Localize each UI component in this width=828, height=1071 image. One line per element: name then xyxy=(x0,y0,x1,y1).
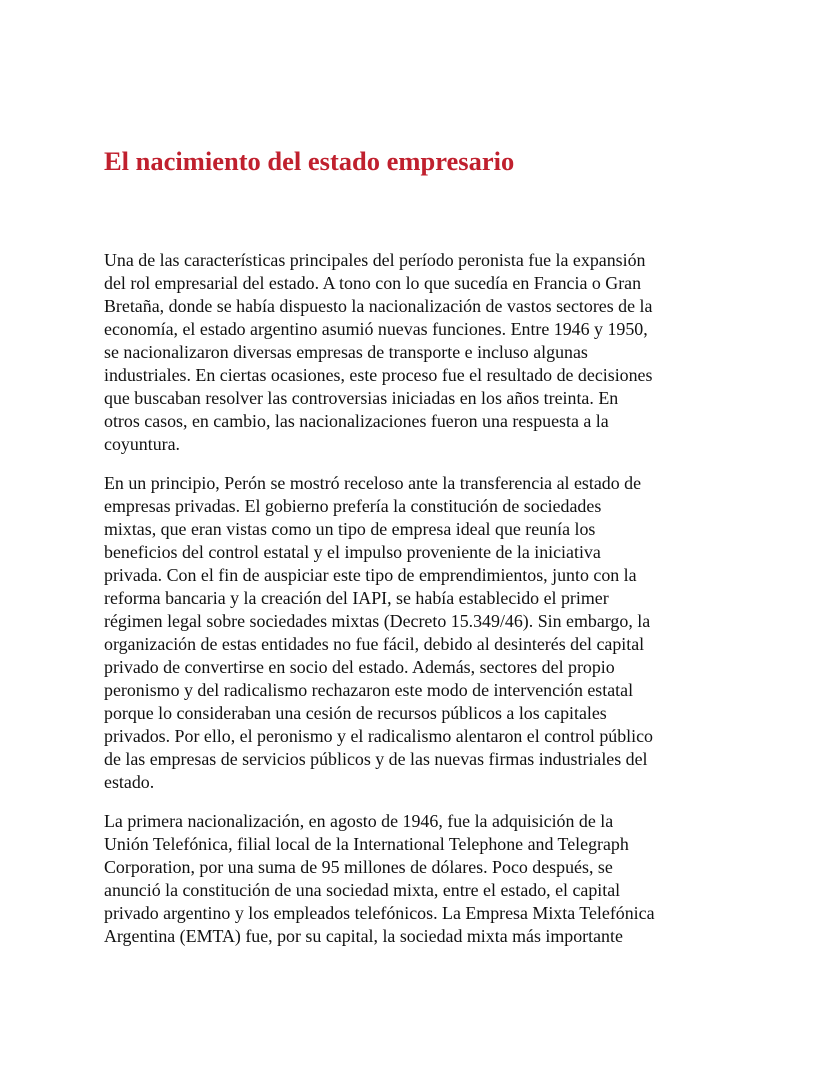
text-line: privado argentino y los empleados telefónicos. La Empresa Mixta Telefónica xyxy=(104,903,655,923)
text-line: anunció la constitución de una sociedad mixta, entre el estado, el capital xyxy=(104,880,621,900)
paragraph-2 xyxy=(104,472,728,794)
text-line: privado de convertirse en socio del estado. Además, sectores del propio xyxy=(104,657,615,677)
text-line: Bretaña, donde se había dispuesto la nacionalización de vastos sectores de la xyxy=(104,296,653,316)
text-line: Una de las características principales del período peronista fue la expansión xyxy=(104,250,646,270)
text-line: régimen legal sobre sociedades mixtas (Decreto 15.349/46). Sin embargo, la xyxy=(104,611,651,631)
text-line: porque lo consideraban una cesión de recursos públicos a los capitales xyxy=(104,703,607,723)
text-line: industriales. En ciertas ocasiones, este proceso fue el resultado de decisiones xyxy=(104,365,653,385)
text-line: En un principio, Perón se mostró receloso ante la transferencia al estado de xyxy=(104,473,642,493)
text-line: economía, el estado argentino asumió nuevas funciones. Entre 1946 y 1950, xyxy=(104,319,648,339)
text-line: se nacionalizaron diversas empresas de transporte e incluso algunas xyxy=(104,342,588,362)
text-line: peronismo y del radicalismo rechazaron este modo de intervención estatal xyxy=(104,680,634,700)
text-line: organización de estas entidades no fue fácil, debido al desinterés del capital xyxy=(104,634,645,654)
text-line: que buscaban resolver las controversias iniciadas en los años treinta. En xyxy=(104,388,619,408)
text-line: beneficios del control estatal y el impulso proveniente de la iniciativa xyxy=(104,542,601,562)
text-line: privada. Con el fin de auspiciar este tipo de emprendimientos, junto con la xyxy=(104,565,637,585)
text-line: reforma bancaria y la creación del IAPI, se había establecido el primer xyxy=(104,588,609,608)
text-line: privados. Por ello, el peronismo y el radicalismo alentaron el control público xyxy=(104,726,654,746)
text-line: coyuntura. xyxy=(104,434,181,454)
text-line: del rol empresarial del estado. A tono con lo que sucedía en Francia o Gran xyxy=(104,273,642,293)
text-line: empresas privadas. El gobierno prefería la constitución de sociedades xyxy=(104,496,602,516)
text-line: Unión Telefónica, filial local de la International Telephone and Telegraph xyxy=(104,834,629,854)
text-line: mixtas, que eran vistas como un tipo de empresa ideal que reunía los xyxy=(104,519,596,539)
text-line: Corporation, por una suma de 95 millones de dólares. Poco después, se xyxy=(104,857,613,877)
paragraph-3 xyxy=(104,810,728,948)
document-body xyxy=(104,249,728,964)
text-line: estado. xyxy=(104,772,155,792)
text-line: Argentina (EMTA) fue, por su capital, la sociedad mixta más importante xyxy=(104,926,623,946)
text-line: otros casos, en cambio, las nacionalizaciones fueron una respuesta a la xyxy=(104,411,609,431)
paragraph-1 xyxy=(104,249,728,456)
text-line: de las empresas de servicios públicos y de las nuevas firmas industriales del xyxy=(104,749,648,769)
text-line: La primera nacionalización, en agosto de 1946, fue la adquisición de la xyxy=(104,811,614,831)
page-title: El nacimiento del estado empresario xyxy=(104,146,515,176)
